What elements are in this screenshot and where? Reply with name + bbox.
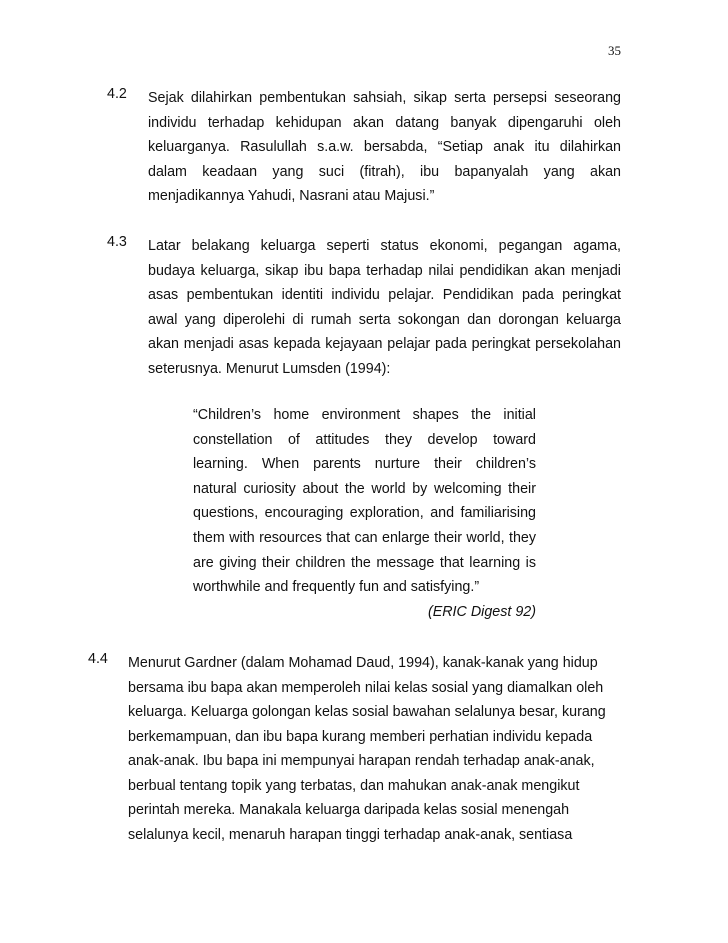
text-line: anak-anak. Ibu bapa ini mempunyai harapan rendah terhadap anak-anak, [128, 753, 595, 769]
quote-source: (ERIC Digest 92) [427, 603, 536, 620]
quote-line: “Children’s home environment shapes the initial [193, 407, 536, 423]
text-line: keluarga. Keluarga golongan kelas sosial bawahan selalunya besar, kurang [128, 704, 606, 720]
text-line: berkemampuan, dan ibu bapa kurang memberi perhatian individu kepada [128, 728, 593, 745]
section-number: 4.3 [107, 234, 127, 250]
quote-line: learning. When parents nurture their children’s [193, 456, 536, 473]
text-line: asas pembentukan identiti individu pelajar. Pendidikan pada peringkat [148, 287, 621, 303]
page-number: 35 [608, 43, 621, 58]
section-number: 4.2 [107, 86, 127, 102]
text-line: Latar belakang keluarga seperti status ekonomi, pegangan agama, [148, 238, 621, 254]
text-line: dalam keadaan yang suci (fitrah), ibu bapanyalah yang akan [148, 163, 621, 180]
quote-line: questions, encouraging exploration, and familiarising [193, 505, 536, 522]
section-body [148, 234, 621, 381]
text-line: keluarganya. Rasulullah s.a.w. bersabda, “Setiap anak itu dilahirkan [148, 139, 621, 155]
text-line: perintah mereka. Manakala keluarga daripada kelas sosial menengah [128, 802, 570, 818]
text-line: budaya keluarga, sikap ibu bapa terhadap nilai pendidikan akan menjadi [148, 262, 621, 279]
quote-line: are giving their children the message that learning is [193, 554, 536, 571]
quote-line: worthwhile and frequently fun and satisfying.” [193, 579, 480, 596]
text-line: berbual tentang topik yang terbatas, dan mahukan anak-anak mengikut [128, 777, 580, 794]
text-line: seterusnya. Menurut Lumsden (1994): [148, 360, 391, 377]
text-line: menjadikannya Yahudi, Nasrani atau Majusi.” [148, 188, 435, 204]
section-body [148, 86, 621, 209]
text-line: Menurut Gardner (dalam Mohamad Daud, 1994), kanak-kanak yang hidup [128, 655, 598, 671]
quote-line: constellation of attitudes they develop toward [193, 431, 536, 448]
block-quote [193, 403, 536, 624]
text-line: awal yang diperolehi di rumah serta sokongan dan dorongan keluarga [148, 311, 621, 328]
section-number: 4.4 [88, 651, 108, 667]
quote-line: natural curiosity about the world by welcoming their [193, 480, 536, 497]
text-line: selalunya kecil, menaruh harapan tinggi terhadap anak-anak, sentiasa [128, 826, 573, 843]
text-line: individu terhadap kehidupan akan datang banyak dipengaruhi oleh [148, 114, 621, 131]
text-line: Sejak dilahirkan pembentukan sahsiah, sikap serta persepsi seseorang [148, 90, 621, 106]
section-body [128, 651, 628, 847]
quote-line: them with resources that can enlarge their world, they [193, 529, 536, 546]
text-line: bersama ibu bapa akan memperoleh nilai kelas sosial yang diamalkan oleh [128, 679, 604, 696]
text-line: akan menjadi asas kepada kejayaan pelajar pada peringkat persekolahan [148, 336, 621, 352]
